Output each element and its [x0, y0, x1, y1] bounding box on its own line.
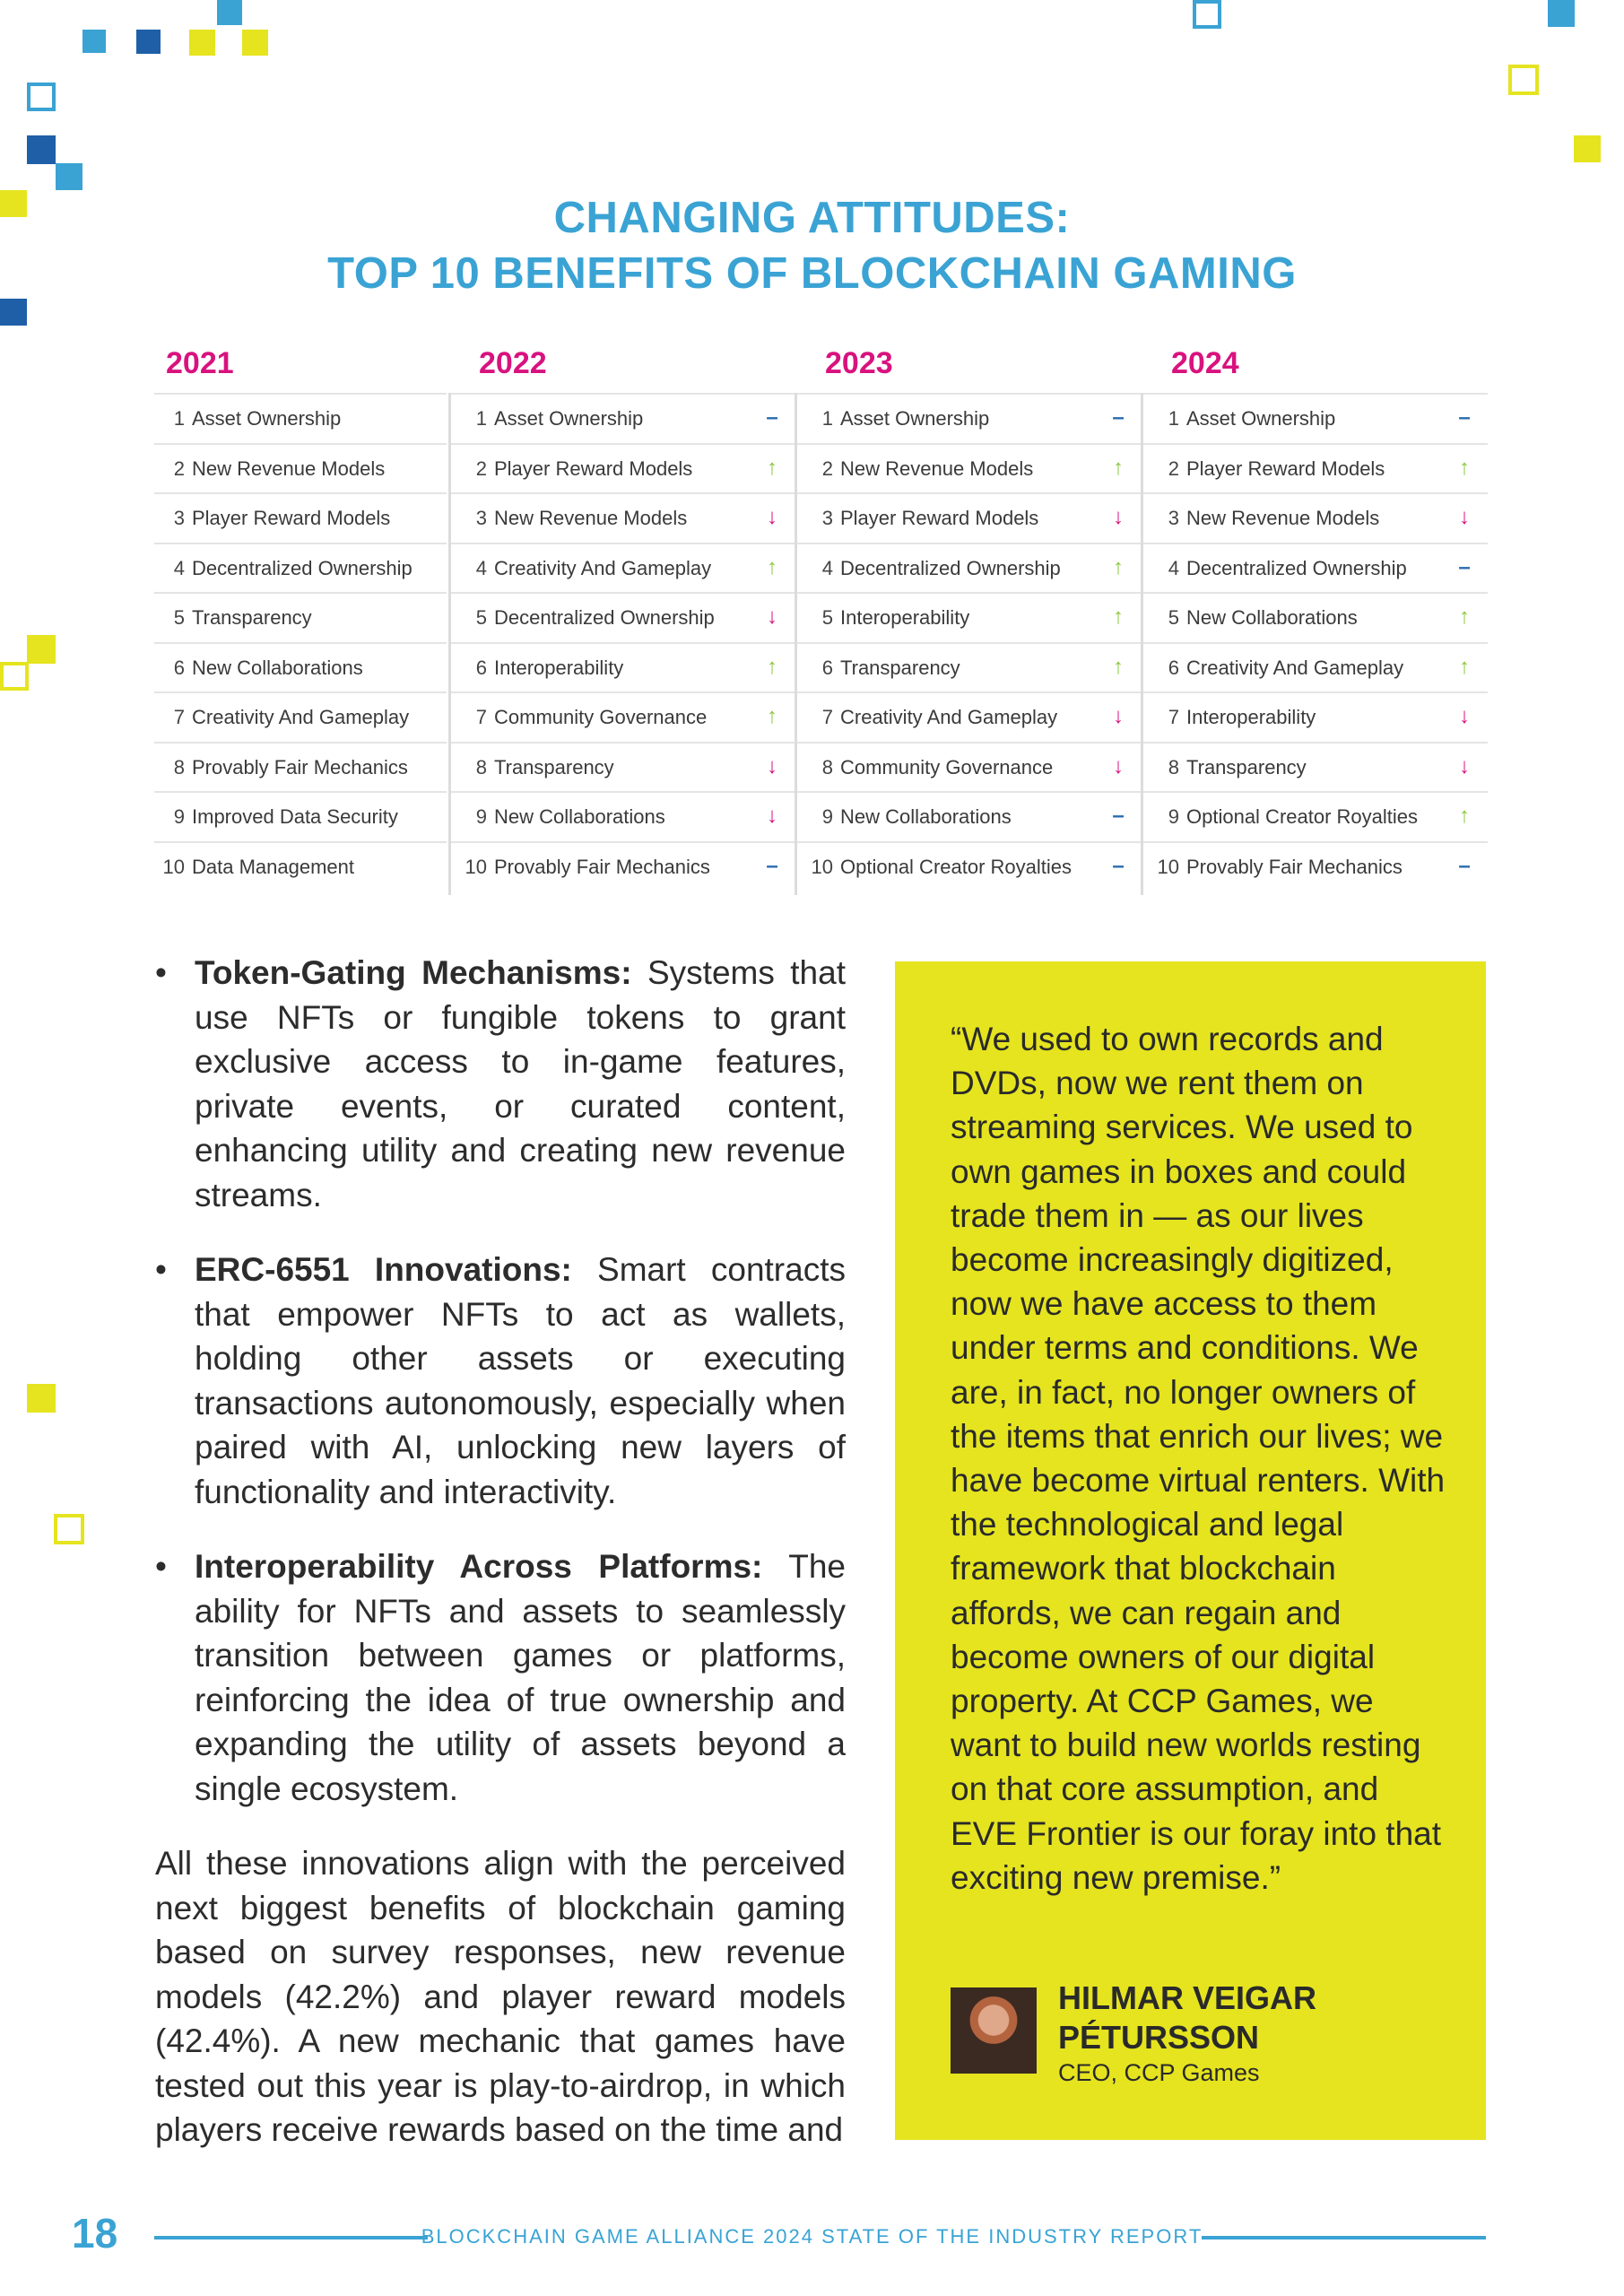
decor-square — [1574, 135, 1601, 162]
trend-up-icon: ↑ — [1459, 804, 1470, 828]
table-row — [451, 443, 795, 491]
trend-up-icon: ↑ — [1459, 455, 1470, 480]
benefit-label: New Collaborations — [1186, 606, 1358, 629]
bullet-dot: • — [155, 954, 167, 991]
rank-number: 10 — [1157, 855, 1179, 878]
trend-down-icon: ↓ — [1459, 753, 1470, 778]
rank-number: 2 — [475, 457, 487, 480]
benefit-label: Decentralized Ownership — [840, 556, 1061, 579]
table-row — [1143, 642, 1488, 691]
bullet-interoperability — [155, 1544, 846, 1811]
trend-down-icon: ↓ — [1113, 753, 1124, 778]
author-photo — [951, 1987, 1037, 2074]
rank-number: 8 — [821, 755, 833, 778]
rank-number: 8 — [173, 755, 185, 778]
trend-up-icon: ↑ — [1113, 455, 1124, 480]
benefit-label: Asset Ownership — [494, 407, 644, 430]
rank-number: 6 — [475, 656, 487, 679]
table-row — [1143, 691, 1488, 740]
decor-square — [0, 299, 27, 326]
decor-square — [1193, 0, 1221, 29]
table-row — [154, 393, 447, 441]
year-heading: 2023 — [825, 346, 893, 380]
year-heading: 2024 — [1171, 346, 1239, 380]
benefit-label: Optional Creator Royalties — [1186, 805, 1419, 828]
trend-up-icon: ↑ — [1113, 654, 1124, 679]
table-row — [797, 691, 1142, 740]
trend-up-icon: ↑ — [767, 654, 777, 679]
benefit-label: Transparency — [1186, 755, 1307, 778]
ranking-columns — [154, 393, 1485, 895]
trend-down-icon: ↓ — [767, 505, 777, 529]
benefit-label: Interoperability — [1186, 706, 1316, 728]
rank-number: 6 — [173, 656, 185, 679]
rank-number: 7 — [173, 706, 185, 728]
table-row — [1143, 742, 1488, 790]
benefit-label: New Revenue Models — [840, 457, 1034, 480]
table-row — [797, 841, 1142, 890]
benefit-label: Creativity And Gameplay — [840, 706, 1058, 728]
rank-number: 1 — [821, 407, 833, 430]
decor-square — [56, 163, 83, 190]
trend-same-icon: – — [1458, 554, 1471, 579]
benefit-label: Player Reward Models — [840, 507, 1039, 529]
bullet-term: ERC-6551 Innovations: — [195, 1251, 572, 1288]
bullet-term: Interoperability Across Platforms: — [195, 1548, 763, 1585]
rank-number: 5 — [1168, 606, 1179, 629]
table-row — [797, 592, 1142, 640]
title-line-1: CHANGING ATTITUDES: — [553, 194, 1071, 242]
benefit-label: Provably Fair Mechanics — [494, 855, 710, 878]
benefit-label: Asset Ownership — [192, 407, 342, 430]
trend-same-icon: – — [1458, 853, 1471, 878]
trend-down-icon: ↓ — [1113, 505, 1124, 529]
benefit-label: Transparency — [192, 606, 312, 629]
decor-square — [27, 1384, 56, 1413]
decor-square — [27, 135, 56, 164]
decor-square — [136, 30, 161, 54]
table-row — [154, 841, 447, 890]
table-row — [797, 443, 1142, 491]
quote-box — [895, 961, 1486, 2140]
benefit-label: New Revenue Models — [192, 457, 386, 480]
benefit-label: Asset Ownership — [1186, 407, 1336, 430]
benefit-label: Asset Ownership — [840, 407, 990, 430]
trend-up-icon: ↑ — [767, 554, 777, 579]
trend-up-icon: ↑ — [1113, 554, 1124, 579]
trend-same-icon: – — [1112, 804, 1125, 828]
body-text — [155, 951, 846, 2152]
table-row — [797, 791, 1142, 839]
decor-square — [27, 83, 56, 111]
table-row — [1143, 791, 1488, 839]
benefit-label: Creativity And Gameplay — [1186, 656, 1404, 679]
rank-number: 9 — [1168, 805, 1179, 828]
rank-number: 1 — [475, 407, 487, 430]
table-row — [797, 543, 1142, 591]
table-row — [451, 742, 795, 790]
table-row — [451, 841, 795, 890]
table-row — [154, 492, 447, 541]
trend-same-icon: – — [1458, 405, 1471, 430]
table-row — [451, 691, 795, 740]
table-row — [154, 592, 447, 640]
benefit-label: Community Governance — [840, 755, 1054, 778]
year-column-3 — [1141, 393, 1488, 895]
benefit-label: New Collaborations — [192, 656, 363, 679]
benefit-label: Transparency — [840, 656, 960, 679]
benefit-label: Player Reward Models — [1186, 457, 1385, 480]
rank-number: 10 — [811, 855, 833, 878]
table-row — [154, 443, 447, 491]
decor-square — [0, 662, 29, 691]
rank-number: 5 — [173, 606, 185, 629]
bullet-text: The ability for NFTs and assets to seamlessly transition between games or platforms, reinforcing the idea of true ownership and expanding the utility of assets beyond a single ecosystem. — [195, 1548, 846, 1807]
trend-down-icon: ↓ — [767, 753, 777, 778]
author-name: HILMAR VEIGAR PÉTURSSON — [1058, 1979, 1316, 2056]
rank-number: 3 — [821, 507, 833, 529]
table-row — [797, 742, 1142, 790]
rank-number: 8 — [475, 755, 487, 778]
table-row — [451, 393, 795, 441]
rank-number: 4 — [475, 556, 487, 579]
trend-down-icon: ↓ — [767, 804, 777, 828]
trend-same-icon: – — [766, 405, 778, 430]
benefit-label: Interoperability — [840, 606, 970, 629]
rank-number: 2 — [821, 457, 833, 480]
decor-square — [1508, 65, 1539, 95]
bullet-dot: • — [155, 1251, 167, 1288]
benefit-label: New Collaborations — [840, 805, 1012, 828]
year-column-1 — [448, 393, 795, 895]
year-heading: 2022 — [479, 346, 547, 380]
rank-number: 6 — [821, 656, 833, 679]
trend-up-icon: ↑ — [767, 455, 777, 480]
bullet-token-gating — [155, 951, 846, 1217]
trend-same-icon: – — [1112, 853, 1125, 878]
page-title — [0, 190, 1624, 301]
footer-report-title: BLOCKCHAIN GAME ALLIANCE 2024 STATE OF THE INDUSTRY REPORT — [421, 2225, 1203, 2248]
rank-number: 4 — [173, 556, 185, 579]
trend-same-icon: – — [1112, 405, 1125, 430]
closing-paragraph: All these innovations align with the perceived next biggest benefits of blockchain gaming based on survey responses, new revenue models (42.2%) and player reward models (42.4%). A new mechanic that games have tested out this year is play-to-airdrop, in which players receive rewards based on the time and — [155, 1845, 846, 2148]
decor-square — [54, 1514, 84, 1544]
rank-number: 4 — [1168, 556, 1179, 579]
rank-number: 5 — [821, 606, 833, 629]
rank-number: 3 — [173, 507, 185, 529]
trend-up-icon: ↑ — [1113, 604, 1124, 629]
benefit-label: Interoperability — [494, 656, 624, 679]
table-row — [797, 492, 1142, 541]
rank-number: 5 — [475, 606, 487, 629]
benefit-label: Transparency — [494, 755, 614, 778]
rank-number: 9 — [821, 805, 833, 828]
rank-number: 4 — [821, 556, 833, 579]
table-row — [1143, 492, 1488, 541]
bullet-dot: • — [155, 1548, 167, 1585]
rank-number: 7 — [475, 706, 487, 728]
table-row — [797, 393, 1142, 441]
rank-number: 2 — [173, 457, 185, 480]
benefit-label: Player Reward Models — [192, 507, 391, 529]
benefit-label: Provably Fair Mechanics — [1186, 855, 1403, 878]
table-row — [1143, 543, 1488, 591]
decor-square — [242, 30, 268, 56]
trend-up-icon: ↑ — [1459, 604, 1470, 629]
trend-same-icon: – — [766, 853, 778, 878]
table-row — [451, 543, 795, 591]
page-number: 18 — [72, 2210, 118, 2257]
table-row — [451, 592, 795, 640]
table-row — [154, 791, 447, 839]
year-heading: 2021 — [166, 346, 234, 380]
table-row — [154, 543, 447, 591]
trend-up-icon: ↑ — [1459, 654, 1470, 679]
benefit-label: Decentralized Ownership — [1186, 556, 1407, 579]
quote-text: “We used to own records and DVDs, now we rent them on streaming services. We used to own games in boxes and could trade them in — as our lives become increasingly digitized, now we have access to them under terms and conditions. We are, in fact, no longer owners of the items that enrich our lives; we have become virtual renters. With the technological and legal framework that blockchain affords, we can regain and become owners of our digital property. At CCP Games, we want to build new worlds resting on that core assumption, and EVE Frontier is our foray into that exciting new premise.” — [951, 1021, 1446, 1896]
table-row — [1143, 592, 1488, 640]
rank-number: 9 — [475, 805, 487, 828]
bullet-text: Systems that use NFTs or fungible tokens to grant exclusive access to in-game features, private events, or curated content, enhancing utility and creating new revenue streams. — [195, 954, 846, 1213]
table-row — [1143, 443, 1488, 491]
bullet-text: Smart contracts that empower NFTs to act as wallets, holding other assets or executing transactions autonomously, especially when paired with AI, unlocking new layers of functionality and interactivity. — [195, 1251, 846, 1510]
benefit-label: Community Governance — [494, 706, 708, 728]
rank-number: 7 — [821, 706, 833, 728]
trend-down-icon: ↓ — [1459, 505, 1470, 529]
benefit-label: New Collaborations — [494, 805, 665, 828]
decor-square — [1548, 0, 1575, 27]
table-row — [154, 691, 447, 740]
table-row — [451, 642, 795, 691]
rank-number: 1 — [173, 407, 185, 430]
rank-number: 3 — [1168, 507, 1179, 529]
decor-square — [217, 0, 242, 25]
trend-down-icon: ↓ — [1113, 704, 1124, 728]
title-line-2: TOP 10 BENEFITS OF BLOCKCHAIN GAMING — [327, 249, 1297, 298]
decor-square — [27, 635, 56, 664]
table-row — [451, 791, 795, 839]
rank-number: 6 — [1168, 656, 1179, 679]
benefit-label: Provably Fair Mechanics — [192, 755, 408, 778]
trend-up-icon: ↑ — [767, 704, 777, 728]
rank-number: 10 — [465, 855, 487, 878]
decor-square — [189, 30, 215, 56]
rank-number: 1 — [1168, 407, 1179, 430]
benefit-label: Optional Creator Royalties — [840, 855, 1073, 878]
table-row — [154, 642, 447, 691]
benefit-label: Decentralized Ownership — [192, 556, 413, 579]
table-row — [451, 492, 795, 541]
benefit-label: Creativity And Gameplay — [192, 706, 410, 728]
table-row — [797, 642, 1142, 691]
table-row — [1143, 393, 1488, 441]
benefit-label: Improved Data Security — [192, 805, 398, 828]
rank-number: 7 — [1168, 706, 1179, 728]
trend-down-icon: ↓ — [767, 604, 777, 629]
rank-number: 8 — [1168, 755, 1179, 778]
bullet-erc6551 — [155, 1248, 846, 1514]
rank-number: 2 — [1168, 457, 1179, 480]
benefit-label: Decentralized Ownership — [494, 606, 715, 629]
benefit-label: Creativity And Gameplay — [494, 556, 712, 579]
table-row — [154, 742, 447, 790]
benefit-label: New Revenue Models — [494, 507, 688, 529]
decor-square — [83, 30, 106, 53]
year-column-2 — [795, 393, 1142, 895]
year-column-0 — [154, 393, 447, 895]
author-role: CEO, CCP Games — [1058, 2059, 1260, 2086]
rank-number: 3 — [475, 507, 487, 529]
rank-number: 9 — [173, 805, 185, 828]
benefit-label: New Revenue Models — [1186, 507, 1380, 529]
table-row — [1143, 841, 1488, 890]
bullet-term: Token-Gating Mechanisms: — [195, 954, 632, 991]
benefit-label: Data Management — [192, 855, 354, 878]
rank-number: 10 — [162, 855, 185, 878]
benefit-label: Player Reward Models — [494, 457, 693, 480]
trend-down-icon: ↓ — [1459, 704, 1470, 728]
